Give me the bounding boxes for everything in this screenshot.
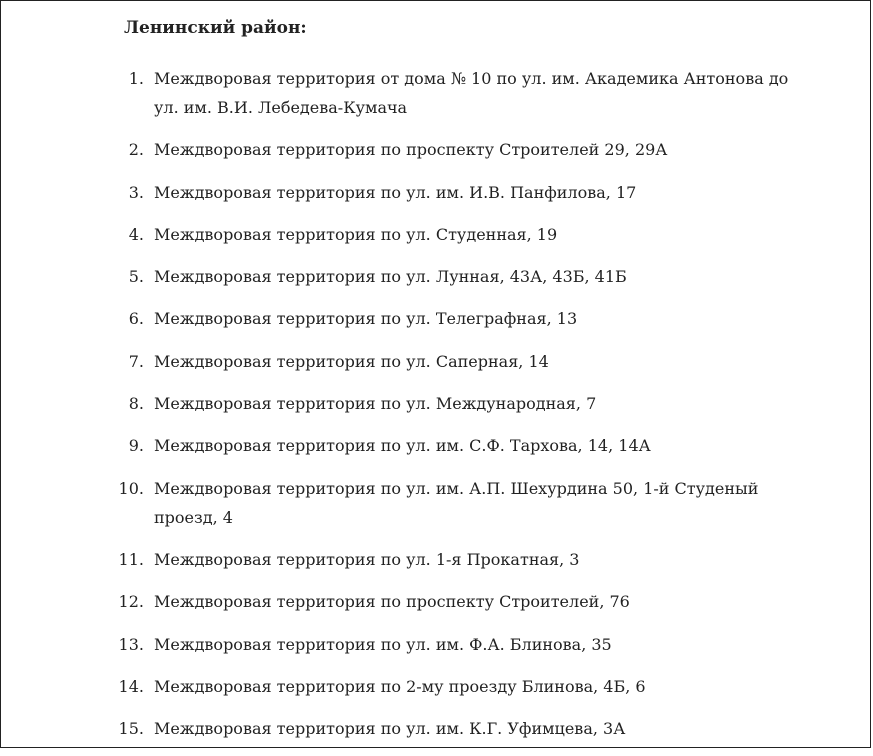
item-text: Междворовая территория по ул. Лунная, 43А, 43Б, 41Б: [154, 267, 627, 287]
item-text: Междворовая территория по проспекту Строителей, 76: [154, 592, 630, 612]
item-number: 6.: [128, 309, 144, 329]
list-item: [1, 389, 872, 418]
item-number: 7.: [128, 351, 144, 371]
item-text: Междворовая территория по ул. Телеграфная, 13: [154, 309, 578, 329]
list-item: [1, 347, 872, 376]
item-number: 12.: [118, 592, 144, 612]
item-number: 9.: [128, 436, 144, 456]
item-text: Междворовая территория по ул. Студенная, 19: [154, 224, 558, 244]
list-item: [1, 178, 872, 207]
list-item: [1, 672, 872, 701]
list-item: [1, 220, 872, 249]
item-text: Междворовая территория по ул. Саперная, 14: [154, 351, 549, 371]
item-number: 14.: [118, 676, 144, 696]
item-text: Междворовая территория по ул. им. К.Г. Уфимцева, 3А: [154, 719, 626, 739]
item-number: 5.: [128, 267, 144, 287]
item-text: Междворовая территория по 2-му проезду Блинова, 4Б, 6: [154, 676, 646, 696]
list-item: [1, 587, 872, 616]
list-item: [1, 431, 872, 460]
item-number: 1.: [128, 69, 144, 88]
list-item: [1, 474, 872, 532]
item-text: Междворовая территория по ул. им. С.Ф. Тархова, 14, 14А: [154, 436, 651, 456]
item-text: Междворовая территория по ул. Международная, 7: [154, 394, 597, 414]
item-number: 11.: [118, 549, 144, 569]
list-item: [1, 630, 872, 659]
item-number: 8.: [128, 394, 144, 414]
item-number: 3.: [128, 182, 144, 202]
item-number: 15.: [118, 719, 144, 739]
item-number: 10.: [118, 478, 144, 498]
section-title: Ленинский район:: [124, 18, 307, 38]
list-item: [1, 262, 872, 291]
item-number: 4.: [128, 224, 144, 244]
item-text: Междворовая территория по ул. 1-я Прокатная, 3: [154, 549, 580, 569]
list-item: [1, 135, 872, 164]
item-text: Междворовая территория по ул. им. И.В. Панфилова, 17: [154, 182, 637, 202]
item-number: 2.: [128, 140, 144, 160]
list-item: [1, 64, 872, 122]
item-text: Междворовая территория по ул. им. Ф.А. Блинова, 35: [154, 634, 612, 654]
item-text: Междворовая территория по проспекту Строителей 29, 29А: [154, 140, 668, 160]
list-item: [1, 304, 872, 333]
list-item: [1, 714, 872, 743]
item-text: Междворовая территория по ул. им. А.П. Шехурдина 50, 1-й Студеный проезд, 4: [154, 478, 759, 527]
territory-list: [1, 64, 872, 756]
item-text: Междворовая территория от дома № 10 по ул. им. Академика Антонова до ул. им. В.И. Лебедева-Кумача: [154, 69, 789, 117]
item-number: 13.: [118, 634, 144, 654]
list-item: [1, 545, 872, 574]
